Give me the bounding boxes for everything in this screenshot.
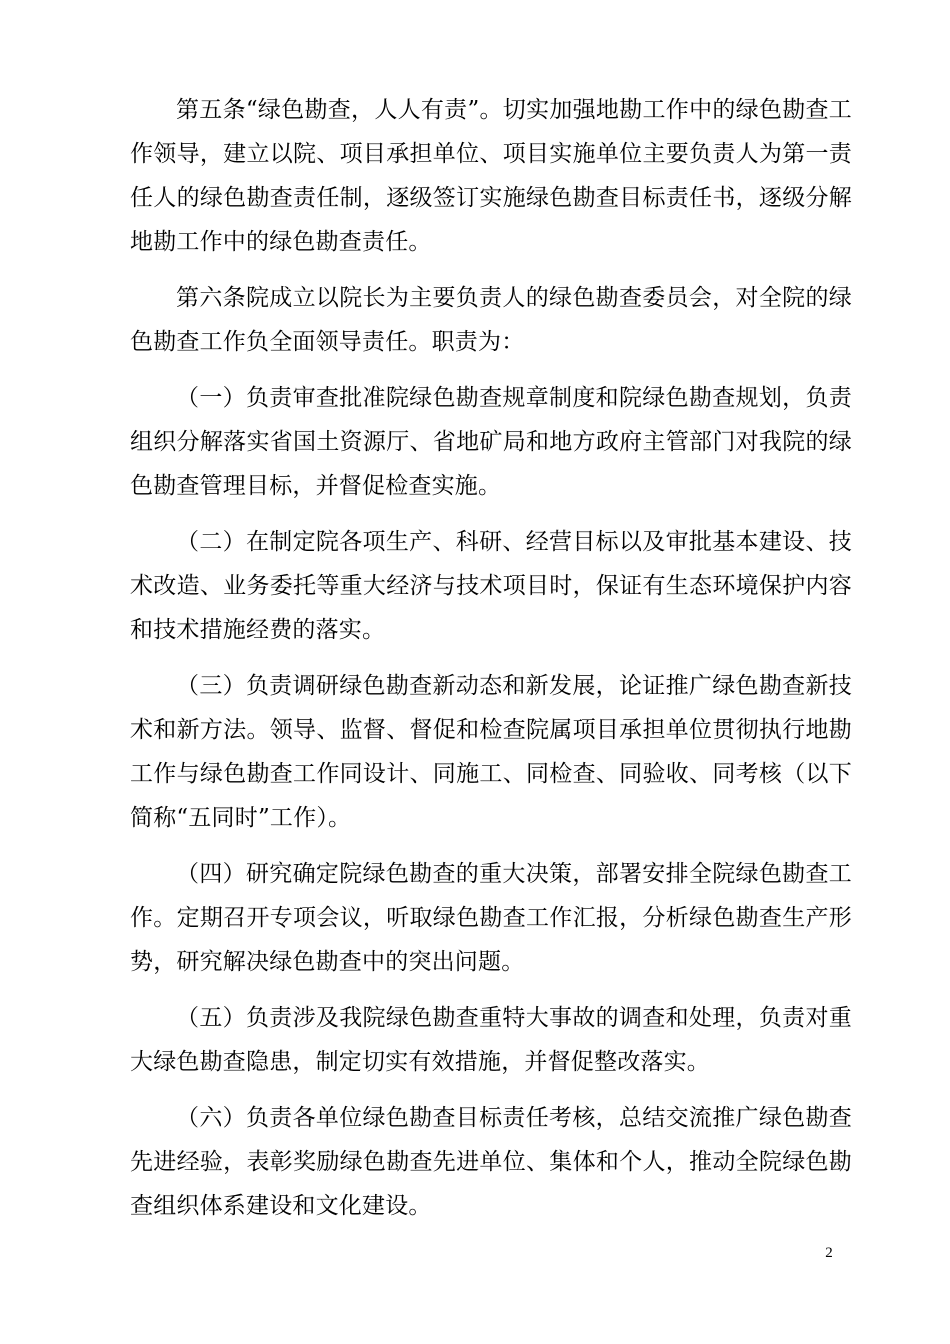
paragraph-article-6: 第六条院成立以院长为主要负责人的绿色勘查委员会，对全院的绿色勘查工作负全面领导责任。职责为：: [130, 285, 852, 355]
paragraph-item-4: （四）研究确定院绿色勘查的重大决策，部署安排全院绿色勘查工作。定期召开专项会议，听取绿色勘查工作汇报，分析绿色勘查生产形势，研究解决绿色勘查中的突出问题。: [130, 861, 852, 975]
paragraph-item-5: （五）负责涉及我院绿色勘查重特大事故的调查和处理，负责对重大绿色勘查隐患，制定切实有效措施，并督促整改落实。: [130, 1005, 852, 1075]
paragraph-article-5: 第五条“绿色勘查，人人有责”。切实加强地勘工作中的绿色勘查工作领导，建立以院、项目承担单位、项目实施单位主要负责人为第一责任人的绿色勘查责任制，逐级签订实施绿色勘查目标责任书，逐级分解地勘工作中的绿色勘查责任。: [130, 97, 852, 255]
document-body: [130, 88, 852, 1240]
paragraph-item-1: （一）负责审查批准院绿色勘查规章制度和院绿色勘查规划，负责组织分解落实省国土资源厅、省地矿局和地方政府主管部门对我院的绿色勘查管理目标，并督促检查实施。: [130, 385, 852, 499]
paragraph-item-3: （三）负责调研绿色勘查新动态和新发展，论证推广绿色勘查新技术和新方法。领导、监督、督促和检查院属项目承担单位贯彻执行地勘工作与绿色勘查工作同设计、同施工、同检查、同验收、同考核（以下简称“五同时”工作）。: [130, 673, 852, 831]
paragraph-item-2: （二）在制定院各项生产、科研、经营目标以及审批基本建设、技术改造、业务委托等重大经济与技术项目时，保证有生态环境保护内容和技术措施经费的落实。: [130, 529, 852, 643]
paragraph-item-6: （六）负责各单位绿色勘查目标责任考核，总结交流推广绿色勘查先进经验，表彰奖励绿色勘查先进单位、集体和个人，推动全院绿色勘查组织体系建设和文化建设。: [130, 1105, 852, 1219]
page-number: 2: [825, 1245, 833, 1261]
